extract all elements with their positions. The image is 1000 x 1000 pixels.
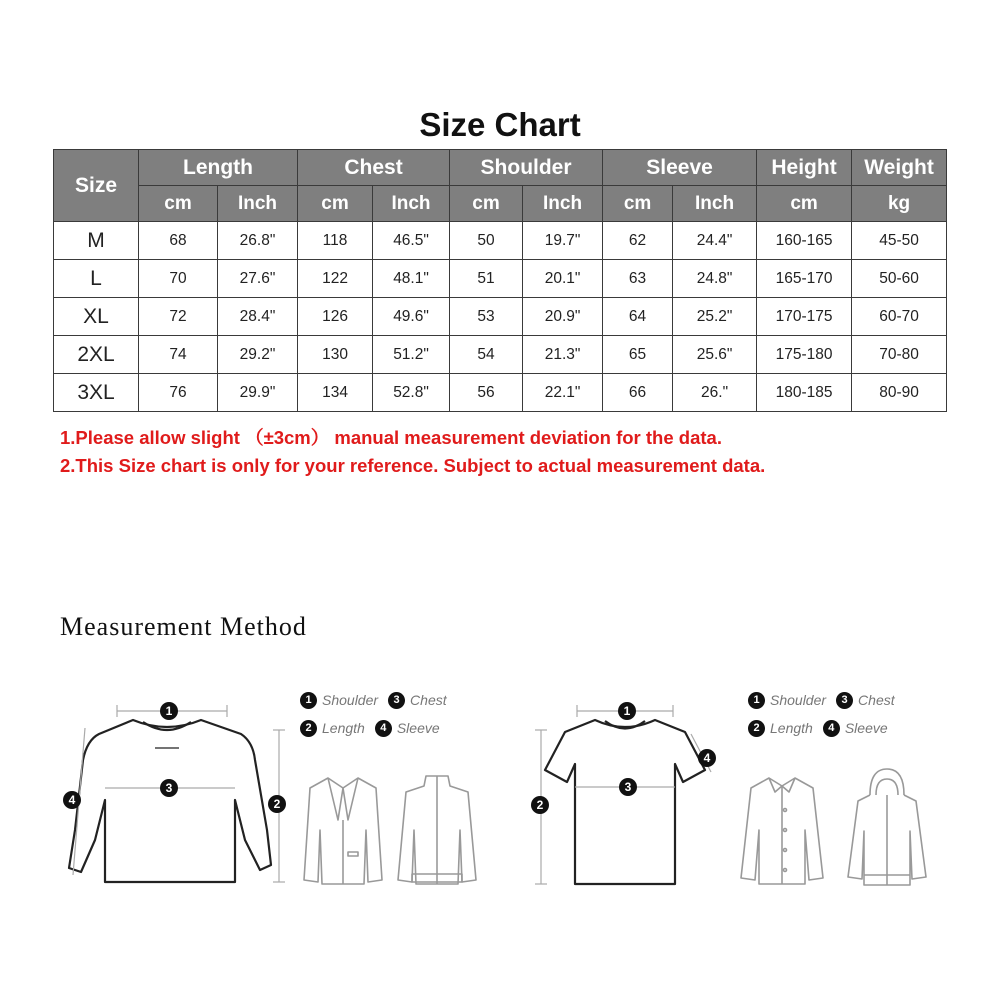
table-cell: 21.3" [523, 336, 603, 374]
marker-badge: 3 [836, 692, 853, 709]
unit-header: Inch [523, 186, 603, 222]
length-header: Length [139, 150, 298, 186]
marker-badge: 4 [68, 793, 76, 807]
table-cell: 76 [139, 374, 218, 412]
table-cell: 27.6" [218, 260, 298, 298]
table-cell: 170-175 [757, 298, 852, 336]
marker-badge: 1 [748, 692, 765, 709]
table-cell: 70-80 [852, 336, 947, 374]
table-cell: 29.9" [218, 374, 298, 412]
unit-header: cm [757, 186, 852, 222]
marker-badge: 1 [300, 692, 317, 709]
size-cell: M [54, 222, 139, 260]
table-cell: 50 [450, 222, 523, 260]
button-shirt-icon [735, 770, 830, 890]
marker-badge: 3 [165, 781, 173, 795]
table-header-row [54, 150, 947, 186]
shoulder-header: Shoulder [450, 150, 603, 186]
table-cell: 68 [139, 222, 218, 260]
marker-badge: 2 [536, 798, 544, 812]
table-row [54, 336, 947, 374]
t-shirt-icon [515, 690, 735, 900]
legend-left [300, 686, 457, 742]
unit-header: Inch [373, 186, 450, 222]
table-cell: 20.9" [523, 298, 603, 336]
table-cell: 22.1" [523, 374, 603, 412]
marker-badge: 1 [165, 704, 173, 718]
unit-header: Inch [673, 186, 757, 222]
chest-header: Chest [298, 150, 450, 186]
table-cell: 51.2" [373, 336, 450, 374]
marker-badge: 3 [388, 692, 405, 709]
marker-badge: 4 [703, 751, 711, 765]
table-cell: 26." [673, 374, 757, 412]
unit-header: cm [450, 186, 523, 222]
table-row [54, 222, 947, 260]
table-cell: 29.2" [218, 336, 298, 374]
table-cell: 60-70 [852, 298, 947, 336]
table-cell: 134 [298, 374, 373, 412]
marker-badge: 2 [300, 720, 317, 737]
legend-sleeve: Sleeve [844, 720, 888, 736]
legend-right [748, 686, 905, 742]
marker-badge: 1 [623, 704, 631, 718]
table-cell: 24.8" [673, 260, 757, 298]
table-cell: 50-60 [852, 260, 947, 298]
height-header: Height [757, 150, 852, 186]
legend-length: Length [322, 720, 365, 736]
legend-length: Length [770, 720, 813, 736]
table-cell: 63 [603, 260, 673, 298]
legend-sleeve: Sleeve [396, 720, 440, 736]
table-cell: 72 [139, 298, 218, 336]
marker-badge: 2 [273, 797, 281, 811]
marker-badge: 4 [823, 720, 840, 737]
table-cell: 19.7" [523, 222, 603, 260]
unit-header: Inch [218, 186, 298, 222]
table-cell: 74 [139, 336, 218, 374]
unit-header: cm [603, 186, 673, 222]
chart-title: Size Chart [419, 106, 581, 143]
table-body [54, 222, 947, 412]
marker-badge: 2 [748, 720, 765, 737]
table-unit-row [54, 186, 947, 222]
table-cell: 52.8" [373, 374, 450, 412]
table-cell: 54 [450, 336, 523, 374]
long-sleeve-shirt-icon [55, 690, 295, 900]
table-cell: 118 [298, 222, 373, 260]
size-cell: 2XL [54, 336, 139, 374]
table-cell: 51 [450, 260, 523, 298]
table-cell: 122 [298, 260, 373, 298]
table-row [54, 374, 947, 412]
table-cell: 66 [603, 374, 673, 412]
size-cell: XL [54, 298, 139, 336]
table-cell: 165-170 [757, 260, 852, 298]
table-cell: 70 [139, 260, 218, 298]
table-cell: 126 [298, 298, 373, 336]
table-cell: 45-50 [852, 222, 947, 260]
table-cell: 130 [298, 336, 373, 374]
table-cell: 48.1" [373, 260, 450, 298]
zip-jacket-icon [392, 770, 482, 890]
sleeve-header: Sleeve [603, 150, 757, 186]
legend-shoulder: Shoulder [322, 692, 379, 708]
legend-chest: Chest [410, 692, 447, 708]
note-deviation: 1.Please allow slight （±3cm） manual measurement deviation for the data. [60, 427, 722, 448]
measurement-method-title: Measurement Method [60, 612, 307, 641]
table-cell: 64 [603, 298, 673, 336]
legend-chest: Chest [858, 692, 895, 708]
table-cell: 28.4" [218, 298, 298, 336]
note-reference: 2.This Size chart is only for your reference. Subject to actual measurement data. [60, 455, 766, 476]
table-cell: 26.8" [218, 222, 298, 260]
blazer-icon [298, 770, 388, 890]
size-cell: 3XL [54, 374, 139, 412]
size-column-header: Size [54, 150, 139, 222]
table-cell: 49.6" [373, 298, 450, 336]
table-cell: 80-90 [852, 374, 947, 412]
table-cell: 180-185 [757, 374, 852, 412]
marker-badge: 3 [624, 780, 632, 794]
marker-badge: 4 [375, 720, 392, 737]
table-cell: 46.5" [373, 222, 450, 260]
size-cell: L [54, 260, 139, 298]
unit-header: cm [139, 186, 218, 222]
table-cell: 175-180 [757, 336, 852, 374]
table-cell: 53 [450, 298, 523, 336]
table-cell: 25.6" [673, 336, 757, 374]
table-cell: 160-165 [757, 222, 852, 260]
weight-header: Weight [852, 150, 947, 186]
unit-header: kg [852, 186, 947, 222]
table-cell: 56 [450, 374, 523, 412]
hoodie-icon [840, 765, 935, 890]
table-cell: 65 [603, 336, 673, 374]
unit-header: cm [298, 186, 373, 222]
table-cell: 62 [603, 222, 673, 260]
size-table [53, 149, 947, 412]
table-row [54, 260, 947, 298]
table-cell: 24.4" [673, 222, 757, 260]
table-cell: 20.1" [523, 260, 603, 298]
table-row [54, 298, 947, 336]
legend-shoulder: Shoulder [770, 692, 827, 708]
table-cell: 25.2" [673, 298, 757, 336]
